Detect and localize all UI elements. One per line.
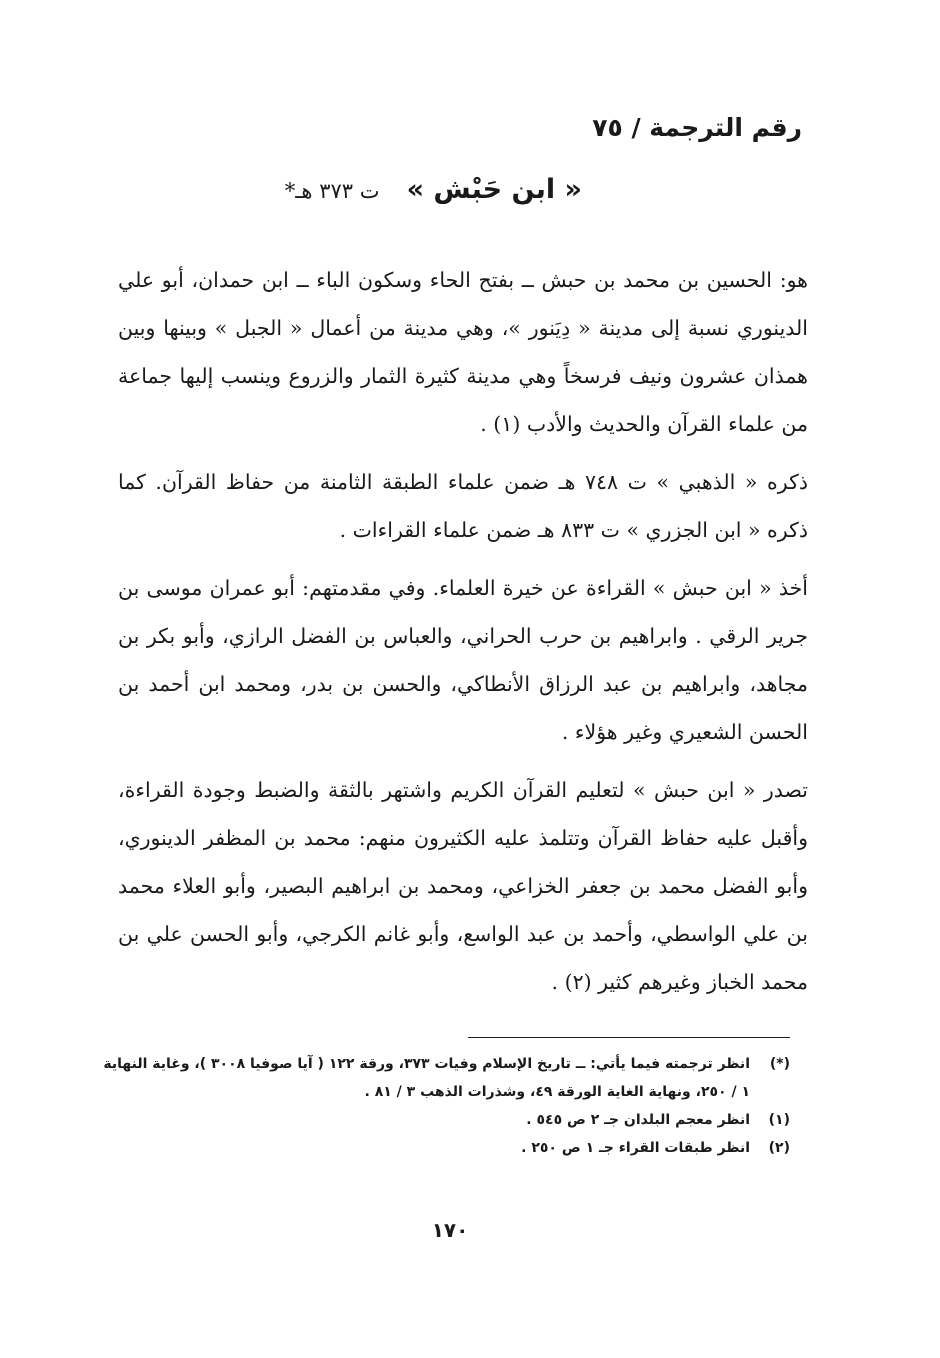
- footnote-marker: (١): [768, 1112, 790, 1128]
- footnote-divider: [468, 1037, 790, 1038]
- footnote-text: انظر طبقات القراء جـ ١ ص ٢٥٠ .: [521, 1140, 750, 1156]
- footnote-marker: (٢): [768, 1140, 790, 1156]
- title-name: « ابن حَبْش »: [406, 174, 582, 205]
- title-death-date: ت ٣٧٣ هـ*: [284, 179, 380, 203]
- footnotes: [100, 1050, 790, 1162]
- entry-number: رقم الترجمة / ٧٥: [592, 113, 802, 142]
- footnote-item: [100, 1050, 790, 1106]
- paragraph-teachers: أخذ « ابن حبش » القراءة عن خيرة العلماء. وفي مقدمتهم: أبو عمران موسى بن جرير الرقي . وابراهيم بن حرب الحراني، والعباس بن الفضل الرازي، وأبو بكر بن مجاهد، وابراهيم بن عبد الرزاق الأنطاكي، والحسن بن بدر، ومحمد ابن أحمد بن الحسن الشعيري وغير هؤلاء .: [118, 576, 808, 744]
- entry-title: [285, 168, 582, 215]
- paragraph-mentions: ذكره « الذهبي » ت ٧٤٨ هـ ضمن علماء الطبقة الثامنة من حفاظ القرآن. كما ذكره « ابن الجزري » ت ٨٣٣ هـ ضمن علماء القراءات .: [118, 470, 808, 542]
- paragraph-identity: هو: الحسين بن محمد بن حبش ــ بفتح الحاء وسكون الباء ــ ابن حمدان، أبو علي الدينوري نسبة إلى مدينة « دِيَنور »، وهي مدينة من أعمال « الجبل » وبينها وبين همذان عشرون ونيف فرسخاً وهي مدينة كثيرة الثمار والزروع وينسب إليها جماعة من علماء القرآن والحديث والأدب (١) .: [118, 268, 808, 436]
- footnote-text: انظر ترجمته فيما يأتي: ــ تاريخ الإسلام وفيات ٣٧٣، ورقة ١٢٢ ( آيا صوفيا ٣٠٠٨ )، وغاية النهاية ١ / ٢٥٠، ونهاية الغاية الورقة ٤٩، وشذرات الذهب ٣ / ٨١ .: [103, 1056, 750, 1100]
- footnote-item: [100, 1106, 790, 1134]
- footnote-item: [100, 1134, 790, 1162]
- page-number: ١٧٠: [431, 1218, 469, 1242]
- footnote-text: انظر معجم البلدان جـ ٢ ص ٥٤٥ .: [526, 1112, 750, 1128]
- body-text: [118, 256, 808, 1006]
- footnote-marker: (*): [769, 1056, 790, 1072]
- paragraph-students: تصدر « ابن حبش » لتعليم القرآن الكريم واشتهر بالثقة والضبط وجودة القراءة، وأقبل عليه حفاظ القرآن وتتلمذ عليه الكثيرون منهم: محمد بن المظفر الدينوري، وأبو الفضل محمد بن جعفر الخزاعي، ومحمد بن ابراهيم البصير، وأبو العلاء محمد بن علي الواسطي، وأحمد بن عبد الواسع، وأبو غانم الكرجي، وأبو الحسن علي بن محمد الخباز وغيرهم كثير (٢) .: [118, 778, 808, 994]
